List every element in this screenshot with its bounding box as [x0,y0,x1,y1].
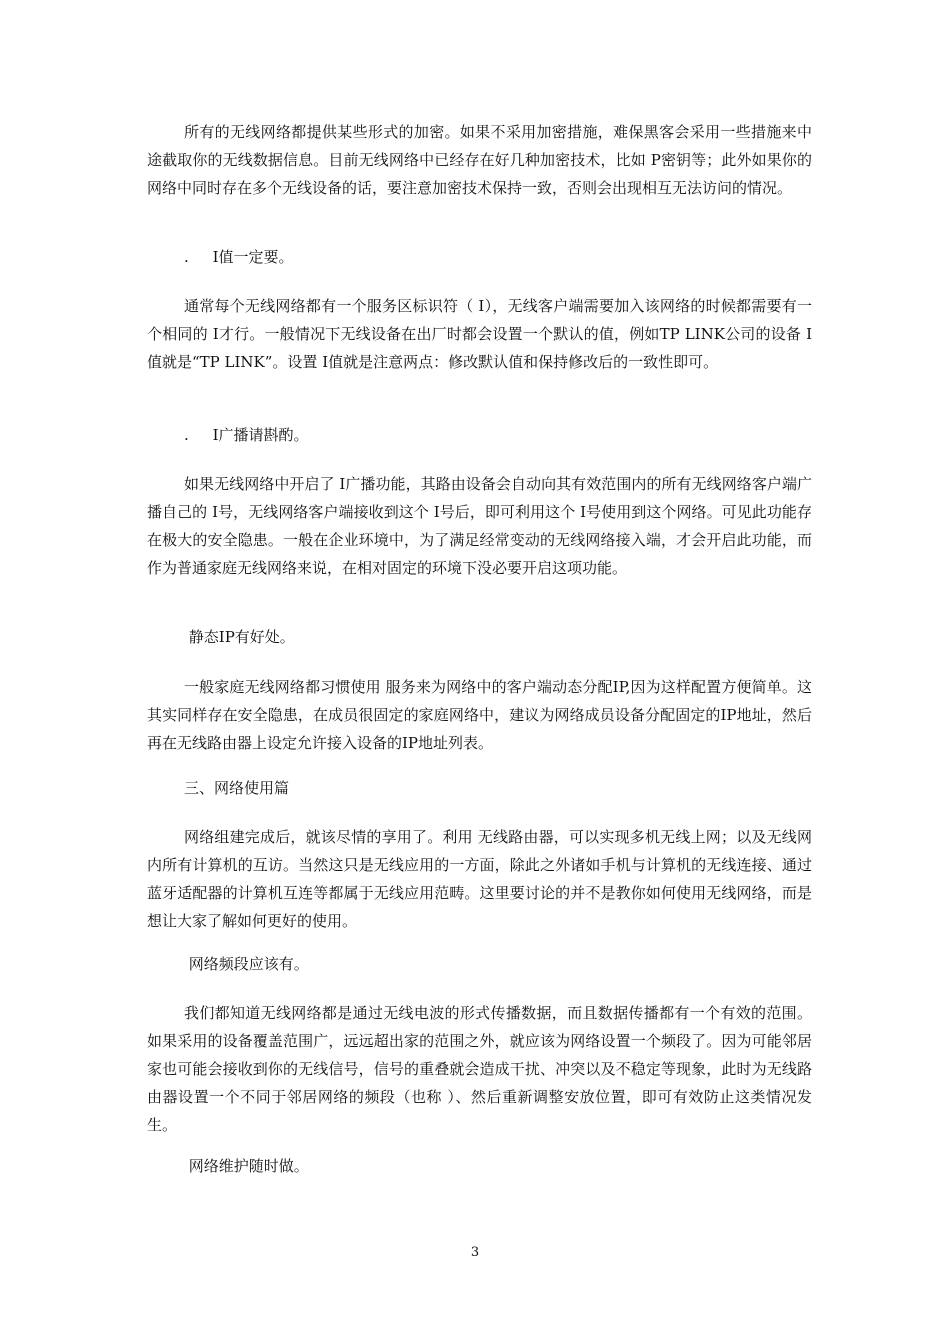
paragraph-text: 网络组建完成后，就该尽情的享用了。利用 无线路由器，可以实现多机无线上网；以及无线网内所有计算机的互访。当然这只是无线应用的一方面，除此之外诸如手机与计算机的无线连接、通过蓝牙适配器的计算机互连等都属于无线应用范畴。这里要讨论的并不是教你如何使用无线网络，而是想让大家了解如何更好的使用。 [147,828,812,930]
paragraph-text: 如果无线网络中开启了 I广播功能，其路由设备会自动向其有效范围内的所有无线网络客户端广播自己的 I号，无线网络客户端接收到这个 I号后，即可利用这个 I号使用到这个网络。可见此功能存在极大的安全隐患。一般在企业环境中，为了满足经常变动的无线网络接入端，才会开启此功能，而作为普通家庭无线网络来说，在相对固定的环境下没必要开启这项功能。 [147,475,812,577]
heading-text: . I广播请斟酌。 [184,426,309,444]
paragraph-network-usage [147,823,812,935]
section-heading-network-usage [147,774,812,802]
section-heading-frequency [147,950,812,978]
paragraph-ssid [147,292,812,376]
heading-text: 网络维护随时做。 [184,1157,309,1175]
paragraph-text: 通常每个无线网络都有一个服务区标识符（ I），无线客户端需要加入该网络的时候都需要有一个相同的 I才行。一般情况下无线设备在出厂时都会设置一个默认的值，例如TP LINK公司的设备 I值就是“TP LINK”。设置 I值就是注意两点：修改默认值和保持修改后的一致性即可。 [147,297,812,371]
section-heading-ssid [147,243,812,271]
section-heading-static-ip [147,623,812,651]
paragraph-frequency [147,999,812,1139]
paragraph-text: 我们都知道无线网络都是通过无线电波的形式传播数据，而且数据传播都有一个有效的范围。如果采用的设备覆盖范围广，远远超出家的范围之外，就应该为网络设置一个频段了。因为可能邻居家也可能会接收到你的无线信号，信号的重叠就会造成干扰、冲突以及不稳定等现象，此时为无线路由器设置一个不同于邻居网络的频段（也称 ）、然后重新调整安放位置，即可有效防止这类情况发生。 [147,1004,812,1134]
paragraph-ssid-broadcast [147,470,812,582]
heading-text: . I值一定要。 [184,248,294,266]
heading-text: 三、网络使用篇 [184,779,290,797]
section-heading-ssid-broadcast [147,421,812,449]
paragraph-text: 一般家庭无线网络都习惯使用 服务来为网络中的客户端动态分配IP,因为这样配置方便简单。这其实同样存在安全隐患，在成员很固定的家庭网络中，建议为网络成员设备分配固定的IP地址，然后再在无线路由器上设定允许接入设备的IP地址列表。 [147,678,812,752]
heading-text: 静态IP有好处。 [184,628,295,646]
heading-text: 网络频段应该有。 [184,955,309,973]
paragraph-text: 所有的无线网络都提供某些形式的加密。如果不采用加密措施，难保黑客会采用一些措施来中途截取你的无线数据信息。目前无线网络中已经存在好几种加密技术，比如 P密钥等；此外如果你的网络中同时存在多个无线设备的话，要注意加密技术保持一致，否则会出现相互无法访问的情况。 [147,123,812,197]
page-number: 3 [470,1245,480,1260]
paragraph-encryption [147,118,812,202]
section-heading-maintenance [147,1152,812,1180]
paragraph-static-ip [147,673,812,757]
